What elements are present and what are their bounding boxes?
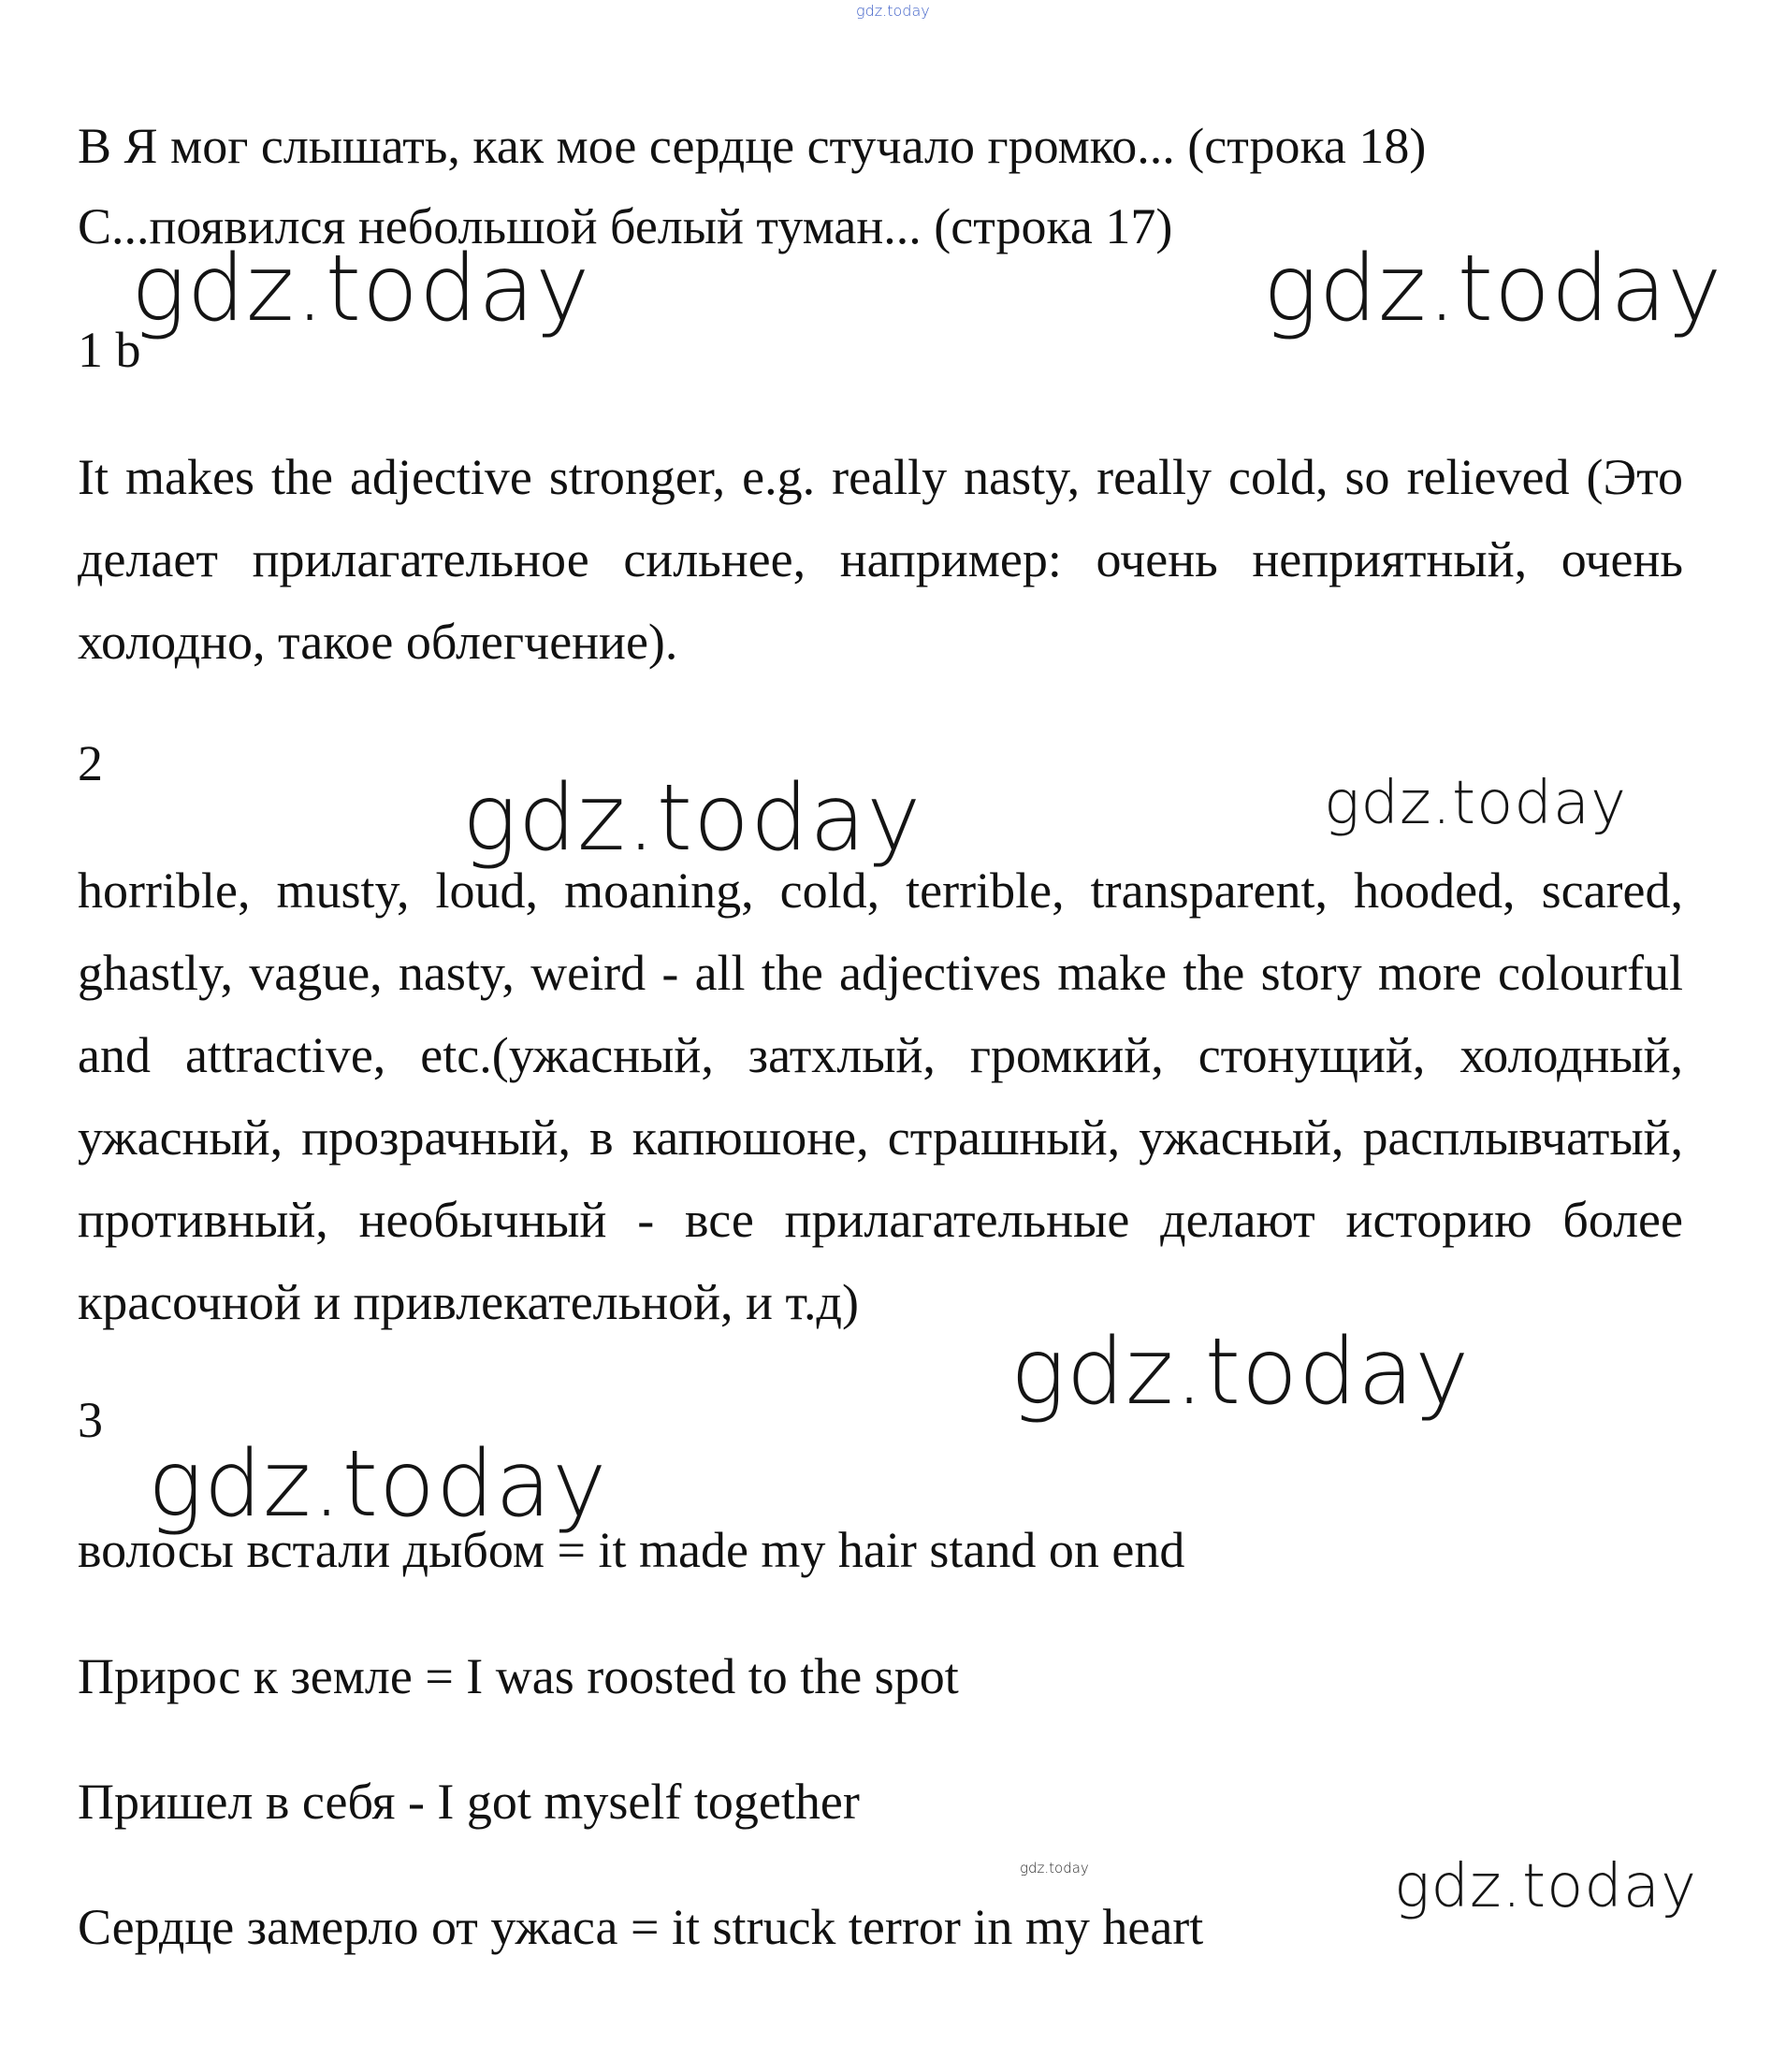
section-1b-text: It makes the adjective stronger, e.g. really nasty, really cold, so relieved (Это делает прилагательное сильнее, например: очень неприятный, очень холодно, такое облегчение). [78, 449, 1683, 670]
watermark: gdz.today [1010, 1319, 1471, 1426]
phrase-item: Сердце замерло от ужаса = it struck terror in my heart [78, 1899, 1204, 1955]
section-2-label: 2 [78, 735, 103, 791]
line-b: B Я мог слышать, как мое сердце стучало громко... (строка 18) [78, 118, 1427, 174]
section-2-text: horrible, musty, loud, moaning, cold, terrible, transparent, hooded, scared, ghastly, vague, nasty, weird - all the adjectives make the story more colourful and attractive, etc.(ужасный, затхлый, громкий, стонущий, холодный, ужасный, прозрачный, в капюшоне, страшный, ужасный, расплывчатый, противный, необычный - все прилагательные делают историю более красочной и привлекательной, и т.д) [78, 862, 1683, 1330]
section-3-label: 3 [78, 1392, 103, 1448]
phrase-item: Прирос к земле = I was roosted to the spot [78, 1648, 959, 1704]
watermark: gdz.today [1324, 769, 1627, 838]
watermark: gdz.today [1394, 1852, 1697, 1921]
section-1b-label: 1 b [78, 322, 141, 378]
phrase-item: волосы встали дыбом = it made my hair stand on end [78, 1522, 1185, 1578]
watermark: gdz.today [1020, 1860, 1089, 1876]
watermark: gdz.today [462, 765, 922, 872]
phrase-item: Пришел в себя - I got myself together [78, 1774, 860, 1830]
header-watermark: gdz.today [856, 2, 930, 20]
line-c: C...появился небольшой белый туман... (строка 17) [78, 198, 1173, 254]
watermark: gdz.today [148, 1431, 608, 1538]
watermark: gdz.today [131, 236, 591, 342]
watermark: gdz.today [1263, 236, 1723, 342]
